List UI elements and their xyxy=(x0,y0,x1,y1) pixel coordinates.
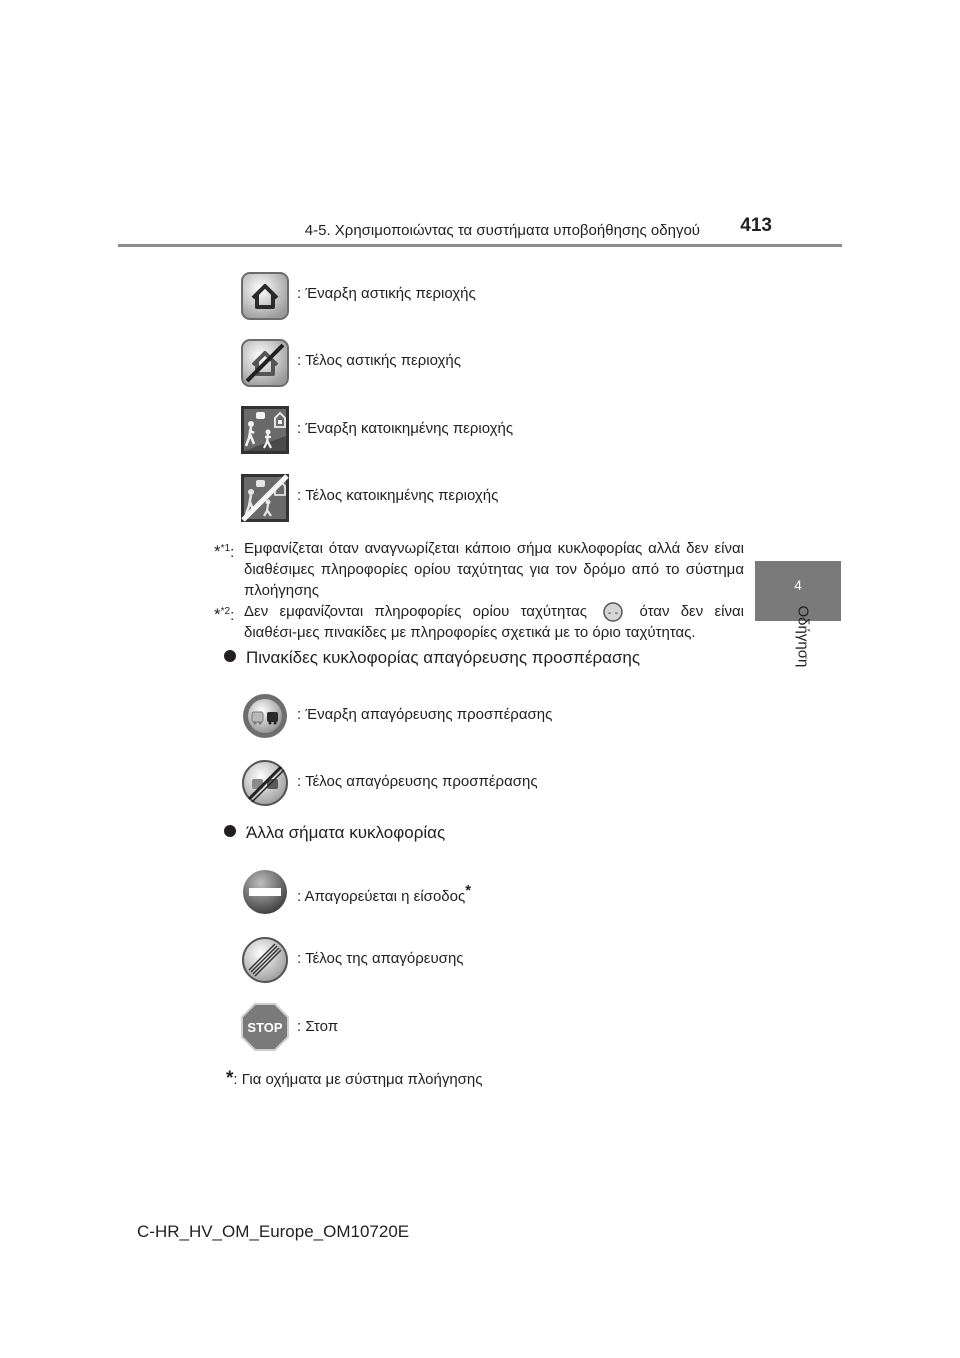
section-heading-other-signs: Άλλα σήματα κυκλοφορίας xyxy=(224,823,445,843)
chapter-number: 4 xyxy=(794,577,802,593)
sign-label: : Τέλος κατοικημένης περιοχής xyxy=(297,487,499,504)
footnote-1: *$^{*1}$: Εμφανίζεται όταν αναγνωρίζεται κάποιο σήμα κυκλοφορίας αλλά δεν είναι διαθέσιμες πληροφορίες ορίου ταχύτητας για τον δρόμο από το σύστημα πλοήγησης xyxy=(214,540,744,599)
footnote-2-text-before: Δεν εμφανίζονται πληροφορίες ορίου ταχύτητας xyxy=(244,603,587,620)
chapter-label: Οδήγηση xyxy=(794,605,812,668)
urban-area-end-icon xyxy=(241,339,289,387)
footnote-2-text-after: όταν δεν είναι διαθέσι-μες πινακίδες με πληροφορίες σχετικά με το όριο ταχύτητας. xyxy=(244,603,744,642)
no-speed-limit-info-icon xyxy=(598,602,628,622)
section-heading-overtaking: Πινακίδες κυκλοφορίας απαγόρευσης προσπέρασης xyxy=(224,648,640,668)
header-divider xyxy=(118,244,842,247)
sign-label: : Τέλος απαγόρευσης προσπέρασης xyxy=(297,773,538,790)
sign-label: : Έναρξη απαγόρευσης προσπέρασης xyxy=(297,706,553,723)
urban-area-start-icon xyxy=(241,272,289,320)
svg-text:- -: - - xyxy=(607,608,619,620)
bullet-icon xyxy=(224,825,236,837)
sign-label: : Έναρξη κατοικημένης περιοχής xyxy=(297,420,514,437)
sign-label: : Τέλος αστικής περιοχής xyxy=(297,352,461,369)
footnote-navigation: *: Για οχήματα με σύστημα πλοήγησης xyxy=(226,1068,483,1089)
footnote-2: *$^{*2}$: Δεν εμφανίζονται πληροφορίες ορίου ταχύτητας - - όταν δεν είναι διαθέσι-μες πινακίδες με πληροφορίες σχετικά με το όριο ταχύτητας. xyxy=(214,603,744,642)
sign-label-no-entry: : Απαγορεύεται η είσοδος* xyxy=(297,882,472,905)
sign-label: : Στοπ xyxy=(297,1018,339,1035)
end-of-prohibition-icon xyxy=(241,936,289,984)
footnote-1-mark: *1 xyxy=(220,543,231,554)
header-section-title: 4-5. Χρησιμοποιώντας τα συστήματα υποβοήθησης οδηγού xyxy=(304,222,700,239)
stop-sign-icon xyxy=(241,1003,289,1051)
no-overtaking-start-icon xyxy=(241,692,289,740)
no-entry-icon xyxy=(241,868,289,916)
chapter-label-wrapper xyxy=(770,605,830,690)
stop-sign-text: STOP xyxy=(247,1020,283,1035)
sign-label: : Έναρξη αστικής περιοχής xyxy=(297,285,476,302)
footnote-2-mark: *2 xyxy=(220,606,231,617)
document-id: C-HR_HV_OM_Europe_OM10720E xyxy=(137,1222,410,1241)
no-overtaking-end-icon xyxy=(241,759,289,807)
bullet-icon xyxy=(224,650,236,662)
residential-area-start-icon xyxy=(241,406,289,454)
footnote-1-text: Εμφανίζεται όταν αναγνωρίζεται κάποιο σήμα κυκλοφορίας αλλά δεν είναι διαθέσιμες πληροφορίες ορίου ταχύτητας για τον δρόμο από το σύστημα πλοήγησης xyxy=(244,540,744,599)
residential-area-end-icon xyxy=(241,474,289,522)
sign-label: : Τέλος της απαγόρευσης xyxy=(297,950,464,967)
page-number: 413 xyxy=(740,215,772,236)
